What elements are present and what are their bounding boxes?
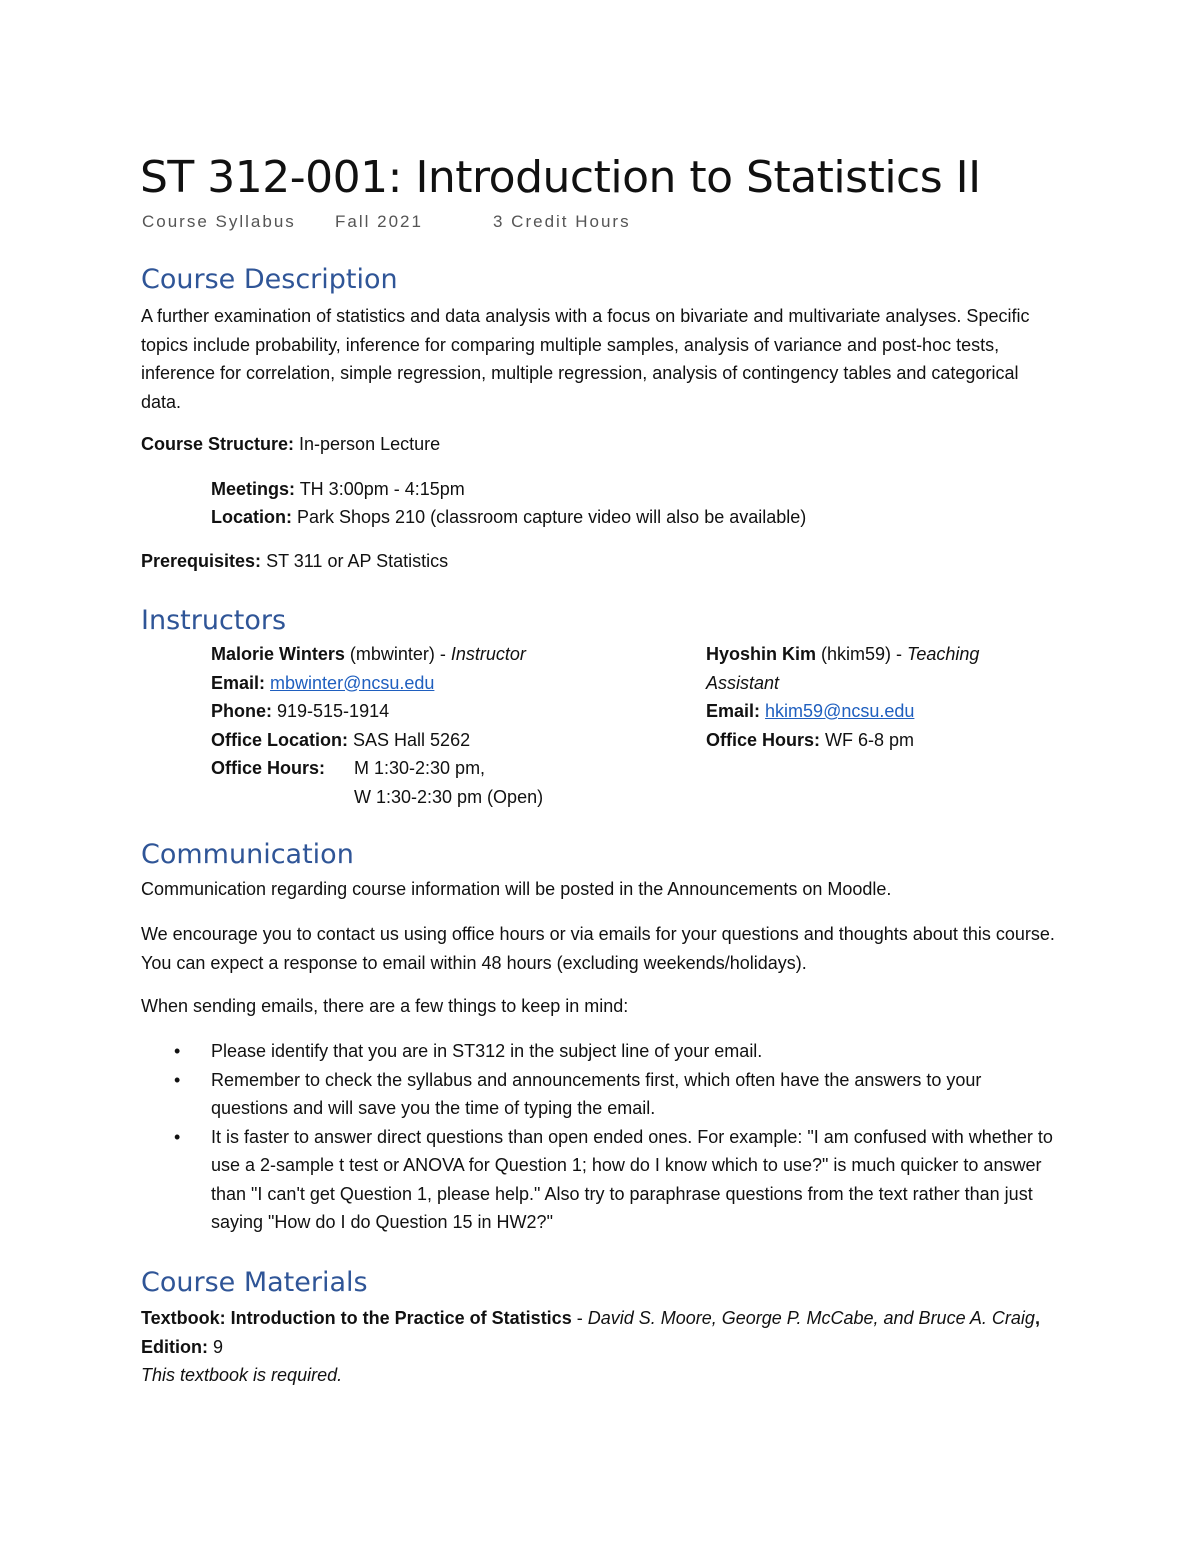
page-subtitle [142, 211, 631, 233]
instructor-phone-line [211, 697, 691, 726]
ta-email-label: Email: [706, 701, 761, 721]
instructor-office-label: Office Location: [211, 729, 349, 750]
location-label: Location: [211, 507, 292, 527]
ta-email-link[interactable]: hkim59@ncsu.edu [765, 701, 915, 721]
page-title: ST 312-001: Introduction to Statistics II [140, 152, 981, 203]
instructor-hours-2: W 1:30-2:30 pm (Open) [354, 786, 544, 807]
subtitle-credits: 3 Credit Hours [493, 212, 631, 231]
ta-hours: WF 6-8 pm [820, 729, 915, 750]
textbook-required-text: This textbook is required. [141, 1365, 343, 1385]
ta-name: Hyoshin Kim [706, 644, 817, 664]
course-structure-label: Course Structure: [141, 434, 295, 454]
list-item-text: Remember to check the syllabus and announcements first, which often have the answers to your questions and will save you the time of typing the email. [211, 1069, 982, 1118]
edition-label: , Edition: [141, 1308, 1040, 1357]
instructor-email-link[interactable]: mbwinter@ncsu.edu [270, 672, 435, 693]
ta-role-1: Teaching [907, 644, 980, 664]
instructor-name: Malorie Winters [211, 644, 345, 664]
course-structure-value: In-person Lecture [294, 434, 441, 454]
instructor-hours-line-2 [211, 783, 691, 812]
instructor-block [211, 640, 691, 811]
list-item-text: Please identify that you are in ST312 in the subject line of your email. [211, 1041, 763, 1061]
list-item-text: It is faster to answer direct questions than open ended ones. For example: "I am confused with whether to use a 2-sample t test or ANOVA for Question 1; how do I know which to use?" is much quicker to answer than "I can't get Question 1, please help." Also try to paraphrase questions from the text rather than just saying "How do I do Question 15 in HW2?" [211, 1126, 1053, 1232]
course-description-body: A further examination of statistics and data analysis with a focus on bivariate and multivariate analyses. Specific topics include probability, inference for comparing multiple samples, analysis of variance and post-hoc tests, inference for correlation, simple regression, multiple regression, analysis of contingency tables and categorical data. [141, 306, 1030, 412]
location [211, 503, 1131, 532]
edition-value: 9 [207, 1336, 223, 1357]
instructor-name-line [211, 640, 691, 669]
ta-role-2: Assistant [706, 672, 780, 693]
instructor-phone-label: Phone: [211, 701, 272, 721]
ta-hours-label: Office Hours: [706, 729, 821, 750]
list-item [141, 1123, 1061, 1237]
instructor-hours-label: Office Hours: [211, 758, 326, 778]
instructor-username: (mbwinter) - [344, 644, 451, 664]
textbook-required [141, 1361, 1061, 1390]
instructor-phone: 919-515-1914 [272, 701, 390, 721]
prerequisites [141, 547, 1061, 576]
subtitle-term: Fall 2021 [335, 212, 423, 231]
ta-block [706, 640, 1026, 754]
bullet-icon: • [174, 1069, 181, 1090]
bullet-icon: • [174, 1041, 181, 1061]
subtitle-syllabus: Course Syllabus [142, 212, 296, 231]
textbook-label: Textbook: Introduction to the Practice of Statistics [141, 1308, 572, 1328]
communication-p1: Communication regarding course information will be posted in the Announcements on Moodle. [141, 879, 892, 899]
instructor-office: SAS Hall 5262 [348, 729, 471, 750]
ta-username: (hkim59) - [816, 644, 908, 664]
instructor-email-label: Email: [211, 672, 266, 693]
ta-role-line [706, 669, 1026, 698]
ta-name-line [706, 640, 1026, 669]
email-tips-list [141, 1037, 1061, 1237]
instructor-office-line [211, 726, 691, 755]
meetings [211, 475, 1131, 504]
communication-heading: Communication [141, 839, 354, 870]
course-materials-heading: Course Materials [141, 1267, 368, 1298]
textbook-authors: David S. Moore, George P. McCabe, and Bruce A. Craig [587, 1308, 1035, 1328]
prerequisites-value: ST 311 or AP Statistics [261, 551, 449, 571]
list-item [141, 1037, 1061, 1066]
instructors-heading: Instructors [141, 605, 287, 636]
course-description-heading: Course Description [141, 264, 398, 295]
textbook-dash: - [571, 1308, 588, 1328]
list-item [141, 1066, 1061, 1123]
instructor-role: Instructor [450, 644, 526, 664]
instructor-email-line [211, 669, 691, 698]
bullet-icon: • [174, 1126, 181, 1147]
textbook-line [141, 1304, 1051, 1361]
instructor-hours-1: M 1:30-2:30 pm, [354, 758, 486, 778]
course-structure [141, 430, 1061, 459]
meetings-value: TH 3:00pm - 4:15pm [295, 479, 465, 499]
meetings-label: Meetings: [211, 479, 296, 499]
prerequisites-label: Prerequisites: [141, 551, 262, 571]
location-value: Park Shops 210 (classroom capture video will also be available) [292, 507, 807, 527]
ta-hours-line [706, 726, 1026, 755]
communication-p3: When sending emails, there are a few things to keep in mind: [141, 996, 629, 1016]
ta-email-line [706, 697, 1026, 726]
communication-p2: We encourage you to contact us using office hours or via emails for your questions and thoughts about this course. You can expect a response to email within 48 hours (excluding weekends/holidays). [141, 924, 1055, 973]
instructor-hours-line [211, 754, 691, 783]
